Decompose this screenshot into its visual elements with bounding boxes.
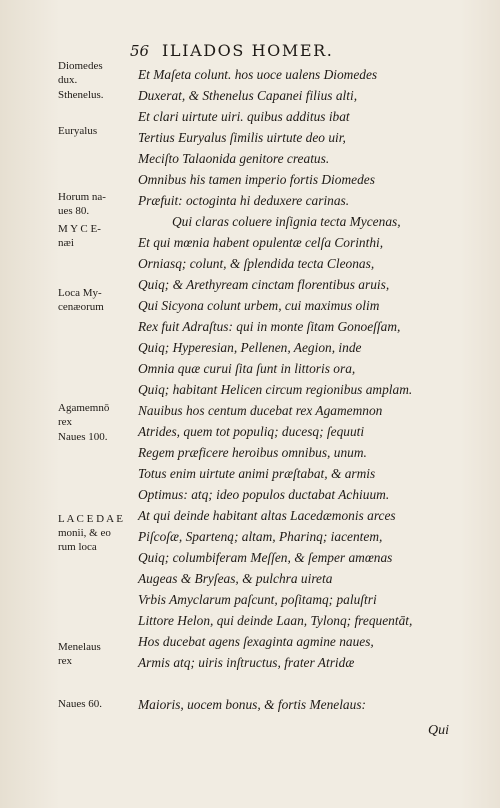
verse-line: At qui deinde habitant altas Lacedæmonis arces [138,508,396,523]
verse-line: Omnia quæ curui ſita ſunt in littoris ora, [138,361,356,376]
verse-line: Hos ducebat agens ſexaginta agmine naues, [138,634,374,649]
verse-line: Et clari uirtute uiri. quibus additus ibat [138,109,350,124]
margin-note: Euryalus [58,125,98,137]
margin-note: Horum na- ues 80. [58,191,106,217]
verse-line: Piſcoſæ, Sparteną; altam, Pharinq; iacentem, [138,529,383,544]
margin-note: M Y C E- næi [58,223,101,249]
page-number: 56 [130,42,150,60]
margin-note: Menelaus rex [58,641,101,667]
verse-line: Præfuit: octoginta hi deduxere carinas. [138,193,350,208]
margin-note: Diomedes dux. [58,60,103,86]
verse-line: Quiq; habitant Helicen circum regionibus amplam. [138,382,413,397]
verse-line: Rex fuit Adraſtus: qui in monte ſitam Gonoeſſam, [138,319,401,334]
verse-line: Regem præficere heroibus omnibus, unum. [138,445,367,460]
verse-line: Nauibus hos centum ducebat rex Agamemnon [138,403,383,418]
verse-line: Littore Helon, qui deinde Laan, Tylonq; frequentāt, [138,613,413,628]
margin-note: Naues 100. [58,431,108,443]
verse-line: Augeas & Bryſeas, & pulchra uireta [138,571,333,586]
verse-line: Meciſto Talaonida genitore creatus. [138,151,330,166]
catchword: Qui [428,723,449,738]
verse-line: Quiq; & Arethyream cinctam florentibus aruis, [138,277,390,292]
verse-line: Atrides, quem tot populiq; ducesq; ſequuti [138,424,365,439]
margin-note: Naues 60. [58,698,102,710]
verse-line: Qui claras coluere inſignia tecta Mycenas, [172,214,401,229]
verse-line: Et qui mœnia habent opulentæ celſa Corinthi, [138,235,384,250]
verse-line: Omnibus his tamen imperio fortis Diomedes [138,172,375,187]
verse-line: Duxerat, & Sthenelus Capanei filius alti, [138,88,358,103]
verse-line: Orniasq; colunt, & ſplendida tecta Cleonas, [138,256,375,271]
verse-line: Quiq; Hyperesian, Pellenen, Aegion, inde [138,340,362,355]
verse-line: Armis atq; uiris inſtructus, frater Atridæ [138,655,355,670]
margin-note: Agamemnō rex [58,402,110,428]
verse-line: Quiq; columbiferam Meſſen, & ſemper amœnas [138,550,393,565]
margin-note: L A C E D A E monii, & eo rum loca [58,513,123,553]
verse-line: Qui Sicyona colunt urbem, cui maximus olim [138,298,380,313]
verse-line: Optimus: atq; ideo populos ductabat Achiuum. [138,487,390,502]
margin-note: Sthenelus. [58,89,104,101]
verse-line: Maioris, uocem bonus, & fortis Menelaus: [138,697,366,712]
margin-note: Loca My- cenæorum [58,287,104,313]
running-title: ILIADOS HOMER. [162,41,334,60]
verse-line: Totus enim uirtute animi præſtabat, & armis [138,466,376,481]
verse-line: Vrbis Amyclarum paſcunt, poſitamq; paluſtri [138,592,377,607]
verse-line: Tertius Euryalus ſimilis uirtute deo uir, [138,130,346,145]
verse-line: Et Maſeta colunt. hos uoce ualens Diomedes [138,67,378,82]
page-header [0,0,500,60]
